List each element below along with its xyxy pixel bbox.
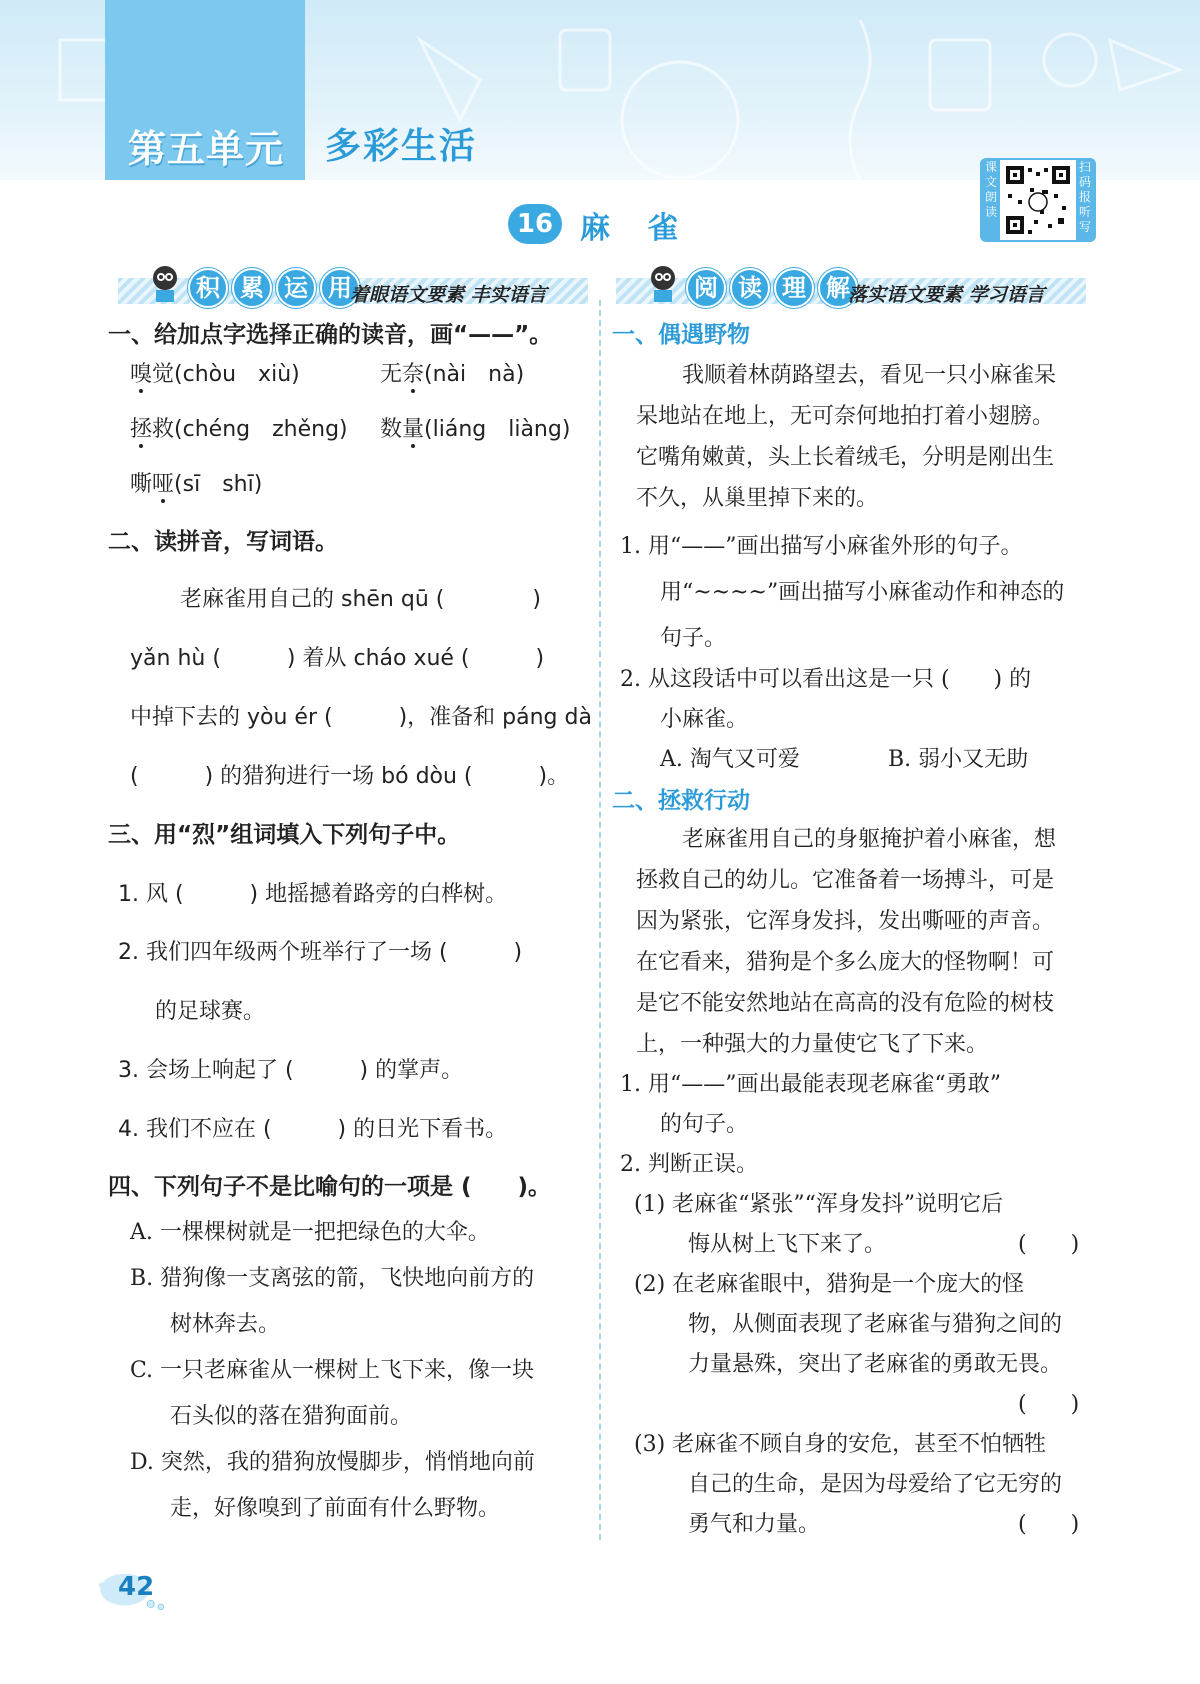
dotted-char: 拯: [130, 417, 153, 442]
q2-line: yǎn hù ( ) 着从 cháo xué ( ): [130, 646, 545, 671]
q2-line: 中掉下去的 yòu ér ( )，准备和 páng dà: [130, 705, 592, 730]
q4-option-cont: 树林奔去。: [170, 1312, 281, 1337]
dotted-char: 量: [402, 417, 425, 442]
question-line: 用“~~~~”画出描写小麻雀动作和神态的: [660, 580, 1065, 605]
q3-line: 的足球赛。: [155, 999, 266, 1024]
q3-line: 1. 风 ( ) 地摇撼着路旁的白桦树。: [118, 882, 508, 907]
q1-item: [380, 415, 570, 445]
q4-option: A. 一棵棵树就是一把把绿色的大伞。: [130, 1220, 490, 1245]
q1-item: [130, 360, 300, 390]
word-char: 数: [380, 417, 403, 442]
q1-item: [130, 470, 262, 500]
banner-char: 解: [818, 268, 858, 308]
pinyin-options: (chéng zhěng): [174, 417, 348, 442]
pinyin-options: (sī shī): [174, 472, 263, 497]
q3-heading: 三、用“烈”组词填入下列句子中。: [108, 822, 461, 848]
passage-line: 在它看来，猎狗是个多么庞大的怪物啊！可: [636, 950, 1055, 975]
banner-char: 运: [276, 268, 316, 308]
option-b: B. 弱小又无助: [888, 747, 1029, 772]
banner-char: 阅: [686, 268, 726, 308]
judge-item-cont: 悔从树上飞下来了。: [688, 1232, 887, 1257]
banner-char: 用: [320, 268, 360, 308]
question-line: 句子。: [660, 626, 727, 651]
q2-heading: 二、读拼音，写词语。: [108, 529, 338, 555]
left-section-banner: [118, 268, 588, 308]
right-section-banner: [616, 268, 1086, 308]
q1-item: [380, 360, 524, 390]
judge-item: (1) 老麻雀“紧张”“浑身发抖”说明它后: [634, 1192, 1004, 1217]
q4-option: D. 突然，我的猎狗放慢脚步，悄悄地向前: [130, 1450, 535, 1475]
mascot-icon: [646, 264, 680, 308]
judge-item-cont: 物，从侧面表现了老麻雀与猎狗之间的: [688, 1312, 1063, 1337]
q2-line: ( ) 的猎狗进行一场 bó dòu ( )。: [130, 764, 570, 789]
word-char: 无: [380, 362, 403, 387]
qr-left-label: 课文朗读: [982, 160, 1000, 240]
q4-option: C. 一只老麻雀从一棵树上飞下来，像一块: [130, 1358, 535, 1383]
section-heading: 一、偶遇野物: [612, 322, 750, 348]
question-line: 的句子。: [660, 1112, 749, 1137]
answer-paren[interactable]: ( ): [1018, 1392, 1080, 1417]
q4-heading: 四、下列句子不是比喻句的一项是 ( )。: [108, 1174, 552, 1200]
question-line: 2. 从这段话中可以看出这是一只 ( ) 的: [620, 667, 1032, 692]
question-line: 小麻雀。: [660, 707, 749, 732]
judge-item: (2) 在老麻雀眼中，猎狗是一个庞大的怪: [634, 1272, 1025, 1297]
q3-line: 4. 我们不应在 ( ) 的日光下看书。: [118, 1117, 508, 1142]
q3-line: 3. 会场上响起了 ( ) 的掌声。: [118, 1058, 464, 1083]
dotted-char: 哑: [152, 472, 175, 497]
banner-char: 累: [232, 268, 272, 308]
option-a: A. 淘气又可爱: [660, 747, 800, 772]
passage-line: 老麻雀用自己的身躯掩护着小麻雀，想: [682, 827, 1057, 852]
mascot-icon: [148, 264, 182, 308]
question-line: 1. 用“——”画出描写小麻雀外形的句子。: [620, 534, 1023, 559]
qr-right-label: 扫码报听写: [1076, 160, 1094, 240]
dotted-char: 奈: [402, 362, 425, 387]
judge-item-cont: 力量悬殊，突出了老麻雀的勇敢无畏。: [688, 1352, 1063, 1377]
banner-char: 读: [730, 268, 770, 308]
lesson-number-badge: 16: [508, 204, 562, 244]
q4-option-cont: 石头似的落在猎狗面前。: [170, 1404, 413, 1429]
dotted-char: 嗅: [130, 362, 153, 387]
question-line: 1. 用“——”画出最能表现老麻雀“勇敢”: [620, 1072, 1001, 1097]
judge-item-cont: 自己的生命，是因为母爱给了它无穷的: [688, 1472, 1063, 1497]
passage-line: 它嘴角嫩黄，头上长着绒毛，分明是刚出生: [636, 445, 1055, 470]
page-number: 42: [118, 1572, 155, 1602]
passage-line: 拯救自己的幼儿。它准备着一场搏斗，可是: [636, 868, 1055, 893]
q1-item: [130, 415, 348, 445]
banner-char: 积: [188, 268, 228, 308]
banner-caption: 落实语文要素 学习语言: [848, 284, 1045, 306]
passage-line: 上，一种强大的力量使它飞了下来。: [636, 1032, 989, 1057]
word-char: 觉: [152, 362, 175, 387]
q4-option-cont: 走，好像嗅到了前面有什么野物。: [170, 1496, 501, 1521]
q4-option: B. 猎狗像一支离弦的箭，飞快地向前方的: [130, 1266, 535, 1291]
q1-heading: 一、给加点字选择正确的读音，画“——”。: [108, 322, 553, 348]
q2-line: 老麻雀用自己的 shēn qū ( ): [180, 587, 541, 612]
question-line: 2. 判断正误。: [620, 1152, 758, 1177]
word-char: 嘶: [130, 472, 153, 497]
answer-paren[interactable]: ( ): [1018, 1232, 1080, 1257]
banner-caption: 着眼语文要素 丰实语言: [350, 284, 547, 306]
qr-code-icon: [1004, 164, 1072, 236]
passage-line: 是它不能安然地站在高高的没有危险的树枝: [636, 991, 1055, 1016]
lesson-title: 麻雀: [580, 211, 716, 246]
judge-item-cont: 勇气和力量。: [688, 1512, 821, 1537]
judge-item: (3) 老麻雀不顾自身的安危，甚至不怕牺牲: [634, 1432, 1047, 1457]
q3-line: 2. 我们四年级两个班举行了一场 ( ): [118, 940, 523, 965]
pinyin-options: (liáng liàng): [424, 417, 571, 442]
passage-line: 不久，从巢里掉下来的。: [636, 486, 879, 511]
banner-char: 理: [774, 268, 814, 308]
word-char: 救: [152, 417, 175, 442]
qr-code-box[interactable]: [980, 158, 1096, 242]
section-heading: 二、拯救行动: [612, 788, 750, 814]
passage-line: 呆地站在地上，无可奈何地拍打着小翅膀。: [636, 404, 1055, 429]
unit-title: 第五单元: [128, 127, 285, 171]
unit-subtitle: 多彩生活: [325, 126, 478, 167]
passage-line: 因为紧张，它浑身发抖，发出嘶哑的声音。: [636, 909, 1055, 934]
pinyin-options: (chòu xiù): [174, 362, 300, 387]
column-divider: [599, 300, 601, 1540]
pinyin-options: (nài nà): [424, 362, 525, 387]
passage-line: 我顺着林荫路望去，看见一只小麻雀呆: [682, 363, 1057, 388]
answer-paren[interactable]: ( ): [1018, 1512, 1080, 1537]
